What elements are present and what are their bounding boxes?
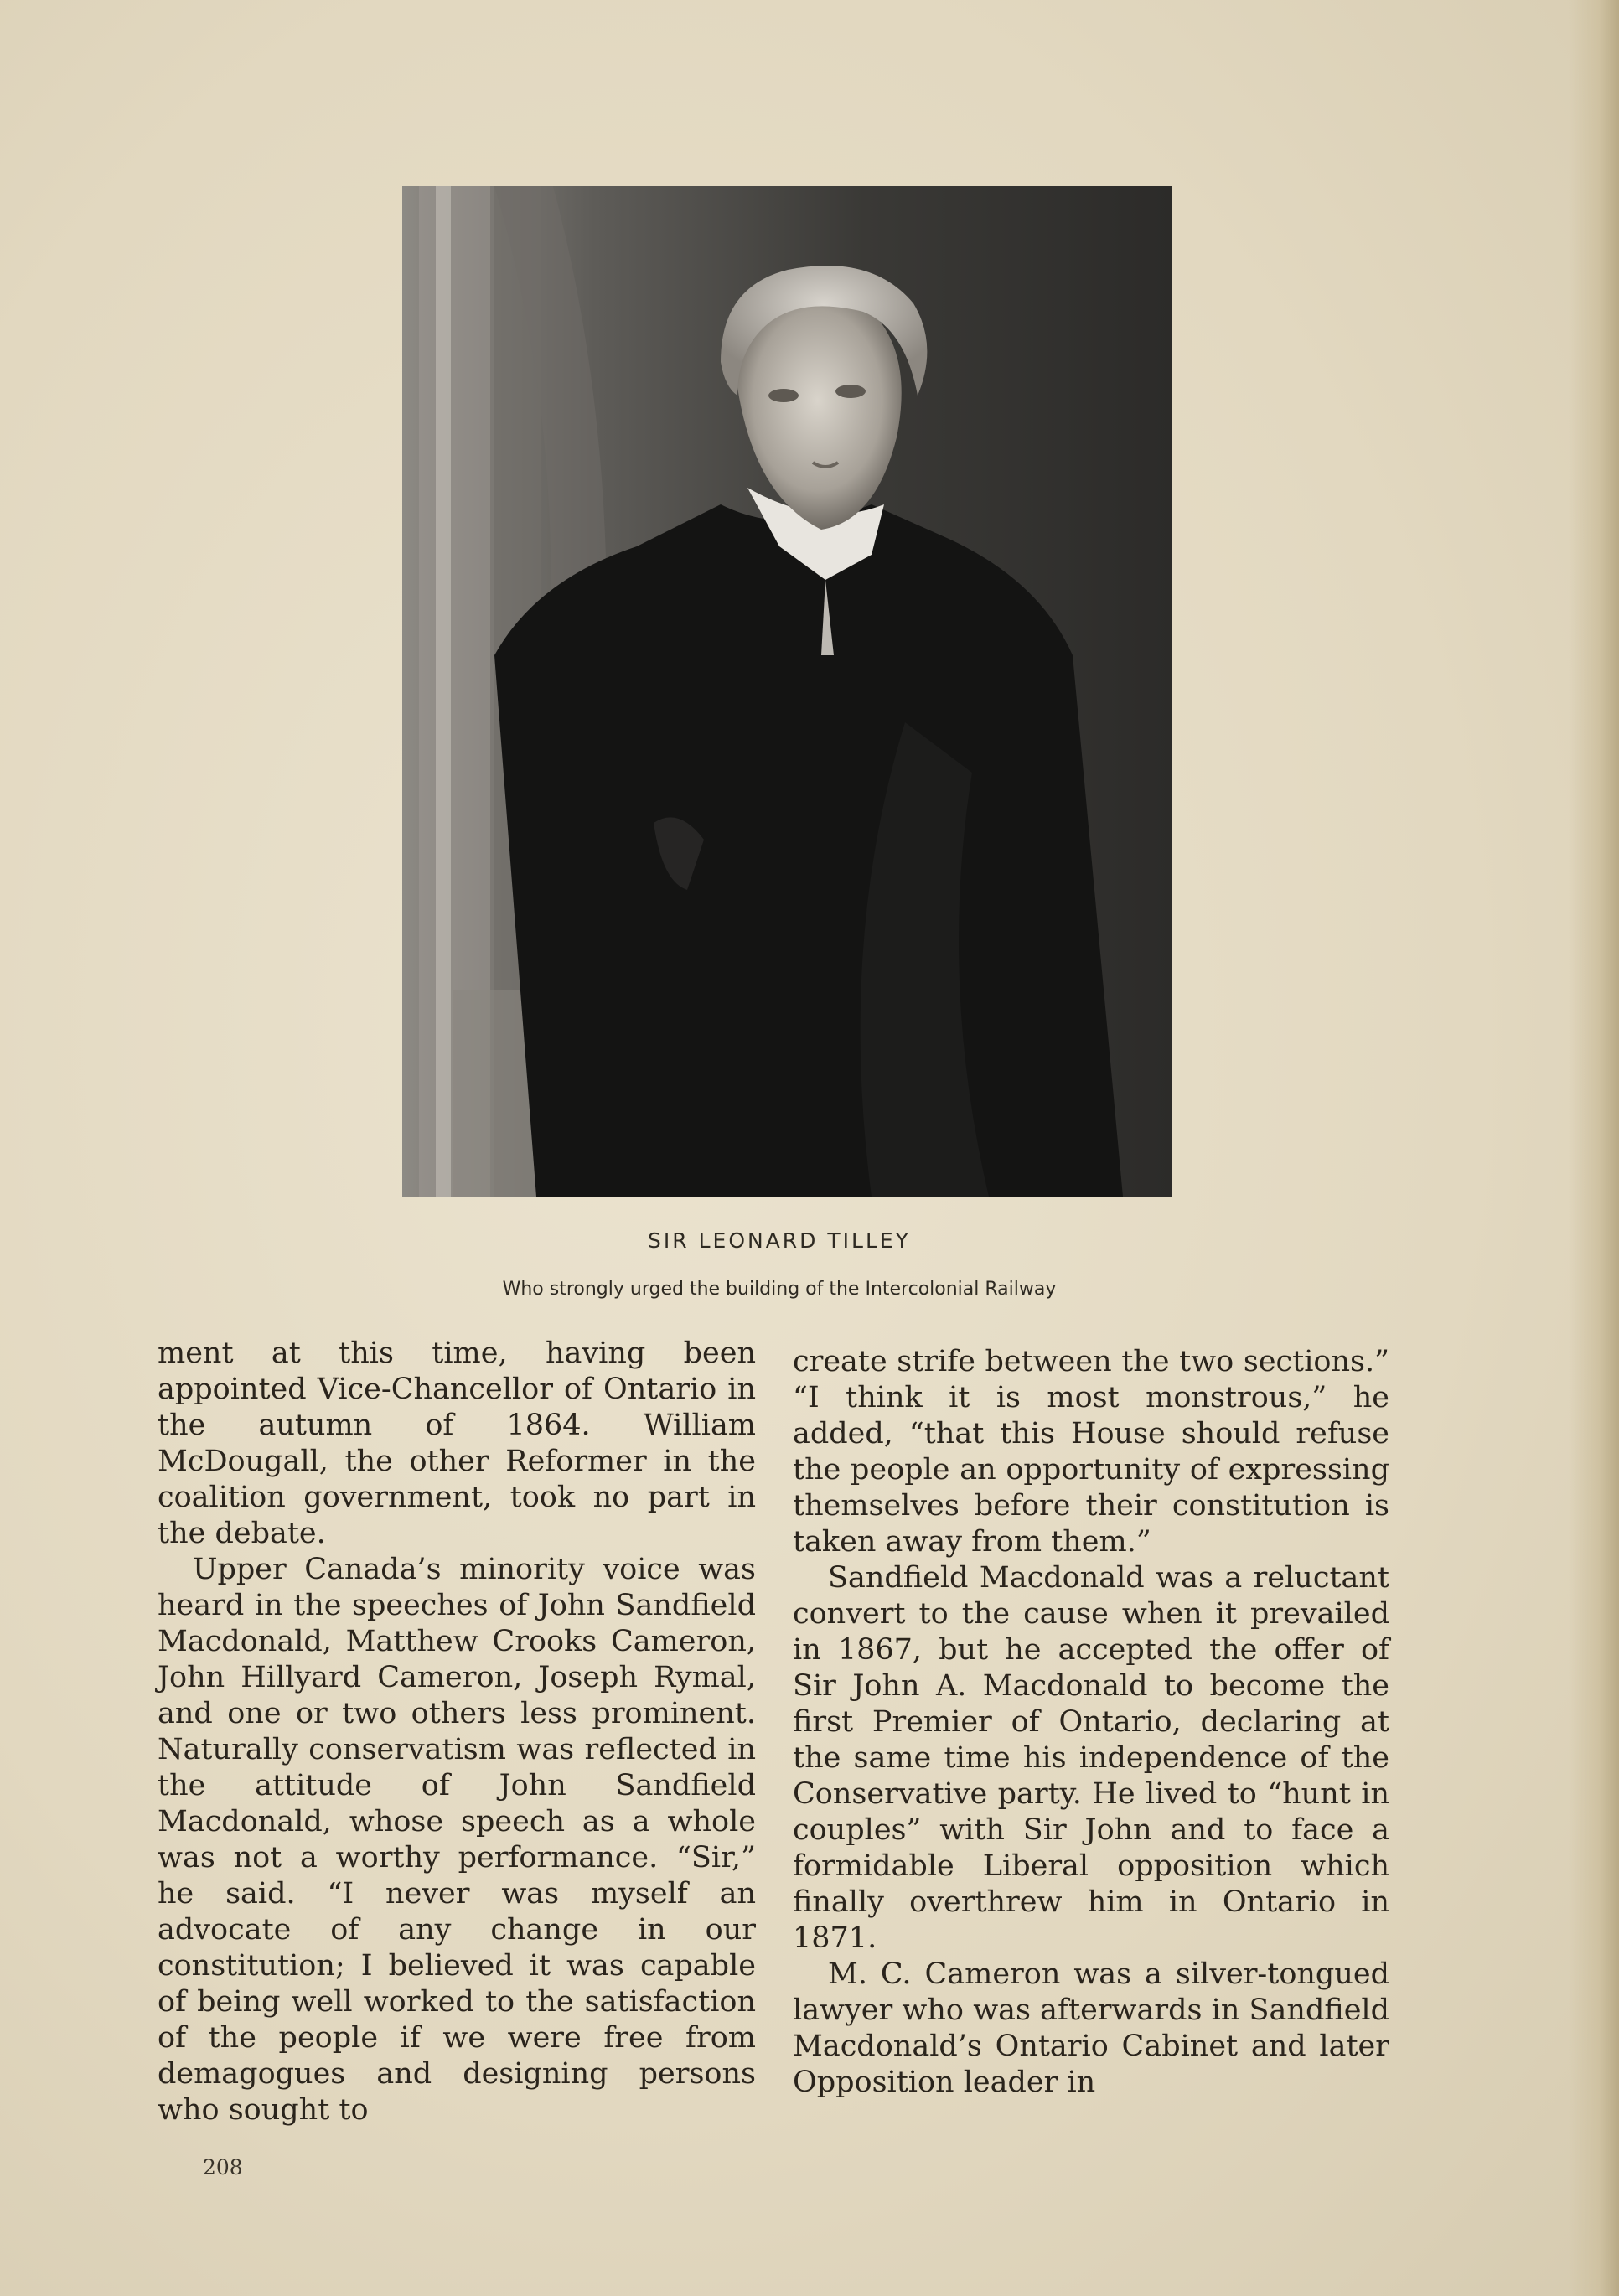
portrait-photo xyxy=(402,186,1172,1197)
right-paragraph-3: M. C. Cameron was a silver-tongued lawyer who was afterwards in Sandfield Macdonald’s Ontario Cabinet and later Opposition leader in xyxy=(793,1957,1389,2099)
right-paragraph-1: create strife between the two sections.” “I think it is most monstrous,” he added, “that this House should refuse the people an opportunity of expressing themselves before their constitution is taken away from them.” xyxy=(793,1345,1389,1559)
page-number: 208 xyxy=(203,2155,243,2180)
right-paragraph-2: Sandfield Macdonald was a reluctant convert to the cause when it prevailed in 1867, but he accepted the offer of Sir John A. Macdonald to become the first Premier of Ontario, declaring at the same time his independence of the Conservative party. He lived to “hunt in couples” with Sir John and to face a formidable Liberal opposition which finally overthrew him in Ontario in 1871. xyxy=(793,1561,1389,1955)
photo-caption-title: SIR LEONARD TILLEY xyxy=(648,1228,911,1253)
left-paragraph-1: ment at this time, having been appointed Vice-Chancellor of Ontario in the autumn of 1864. William McDougall, the other Reformer in the coalition government, took no part in the debate. xyxy=(158,1337,756,1550)
photo-caption-subtitle: Who strongly urged the building of the Intercolonial Railway xyxy=(502,1279,1057,1300)
portrait-illustration xyxy=(402,186,1172,1197)
book-spine-shadow xyxy=(1569,0,1619,2296)
left-paragraph-2: Upper Canada’s minority voice was heard in the speeches of John Sandfield Macdonald, Matthew Crooks Cameron, John Hillyard Cameron, Joseph Rymal, and one or two others less prominent. Naturally conservatism was reflected in the attitude of John Sandfield Macdonald, whose speech as a whole was not a worthy performance. “Sir,” he said. “I never was myself an advocate of any change in our constitution; I believed it was capable of being well worked to the satisfaction of the people if we were free from demagogues and designing persons who sought to xyxy=(158,1553,756,2127)
right-column xyxy=(793,1344,1389,2101)
left-column xyxy=(158,1336,756,2128)
